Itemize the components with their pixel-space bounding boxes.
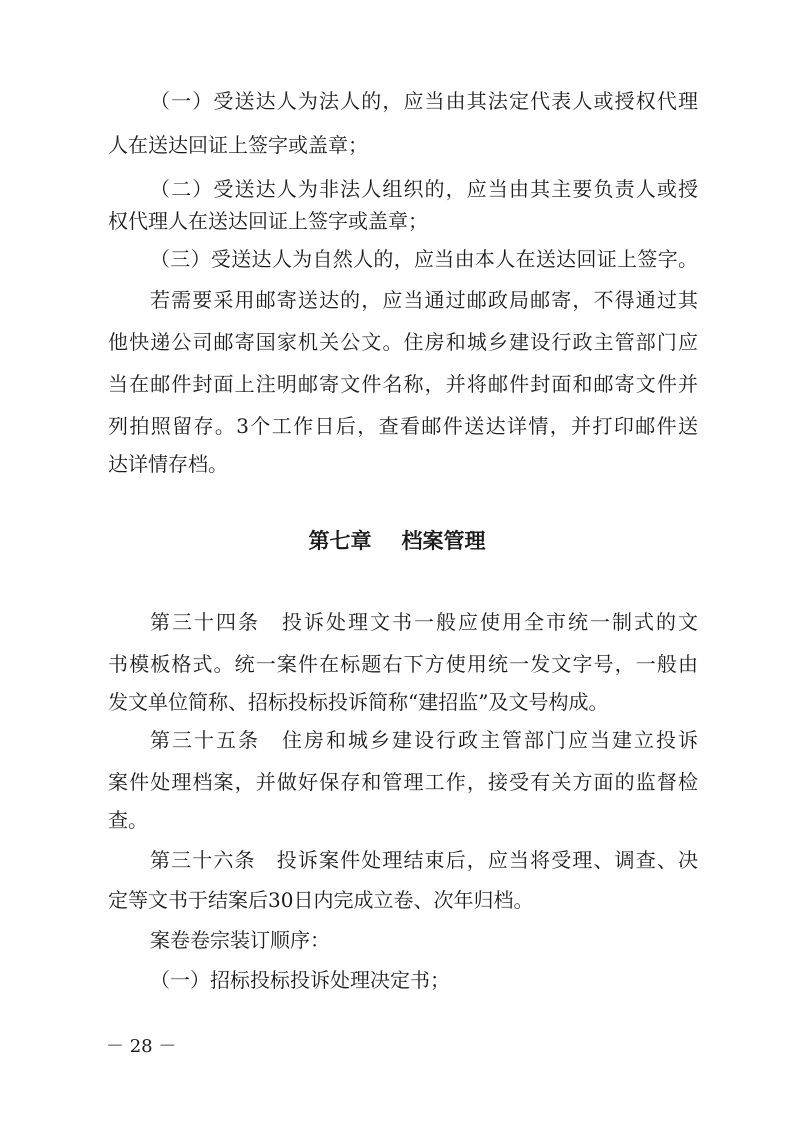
list-item: （一）招标投标投诉处理决定书； (150, 968, 450, 992)
chapter-title: 档案管理 (401, 529, 486, 553)
chapter-number: 第七章 (308, 529, 372, 553)
paragraph-line: 定等文书于结案后30日内完成立卷、次年归档。 (108, 888, 534, 912)
paragraph-line: 列拍照留存。3个工作日后，查看邮件送达详情，并打印邮件送 (108, 414, 698, 438)
chapter-heading (0, 528, 794, 554)
article-34-line: 第三十四条 投诉处理文书一般应使用全市统一制式的文 (150, 610, 698, 634)
paragraph-line: 当在邮件封面上注明邮寄文件名称，并将邮件封面和邮寄文件并 (108, 372, 698, 396)
paragraph-line: 发文单位简称、招标投标投诉简称“建招监”及文号构成。 (108, 690, 609, 714)
paragraph-line: 人在送达回证上签字或盖章； (108, 133, 368, 157)
page-number: － 28 － (106, 1036, 177, 1057)
article-36-line: 第三十六条 投诉案件处理结束后，应当将受理、调查、决 (150, 848, 698, 872)
paragraph-line: 查。 (108, 808, 148, 832)
paragraph-line: 案件处理档案，并做好保存和管理工作，接受有关方面的监督检 (108, 770, 698, 794)
paragraph-line: 达详情存档。 (108, 452, 228, 476)
paragraph-line: （一）受送达人为法人的，应当由其法定代表人或授权代理 (150, 89, 698, 113)
paragraph-line: 若需要采用邮寄送达的，应当通过邮政局邮寄，不得通过其 (150, 288, 698, 312)
paragraph-line: （二）受送达人为非法人组织的，应当由其主要负责人或授 (150, 177, 698, 201)
article-35-line: 第三十五条 住房和城乡建设行政主管部门应当建立投诉 (150, 728, 698, 752)
paragraph-line: 他快递公司邮寄国家机关公文。住房和城乡建设行政主管部门应 (108, 330, 698, 354)
paragraph-line: 权代理人在送达回证上签字或盖章； (108, 209, 428, 233)
paragraph-line: 书模板格式。统一案件在标题右下方使用统一发文字号，一般由 (108, 652, 698, 676)
paragraph-line: （三）受送达人为自然人的，应当由本人在送达回证上签字。 (150, 247, 698, 271)
paragraph-line: 案卷卷宗装订顺序： (150, 928, 330, 952)
